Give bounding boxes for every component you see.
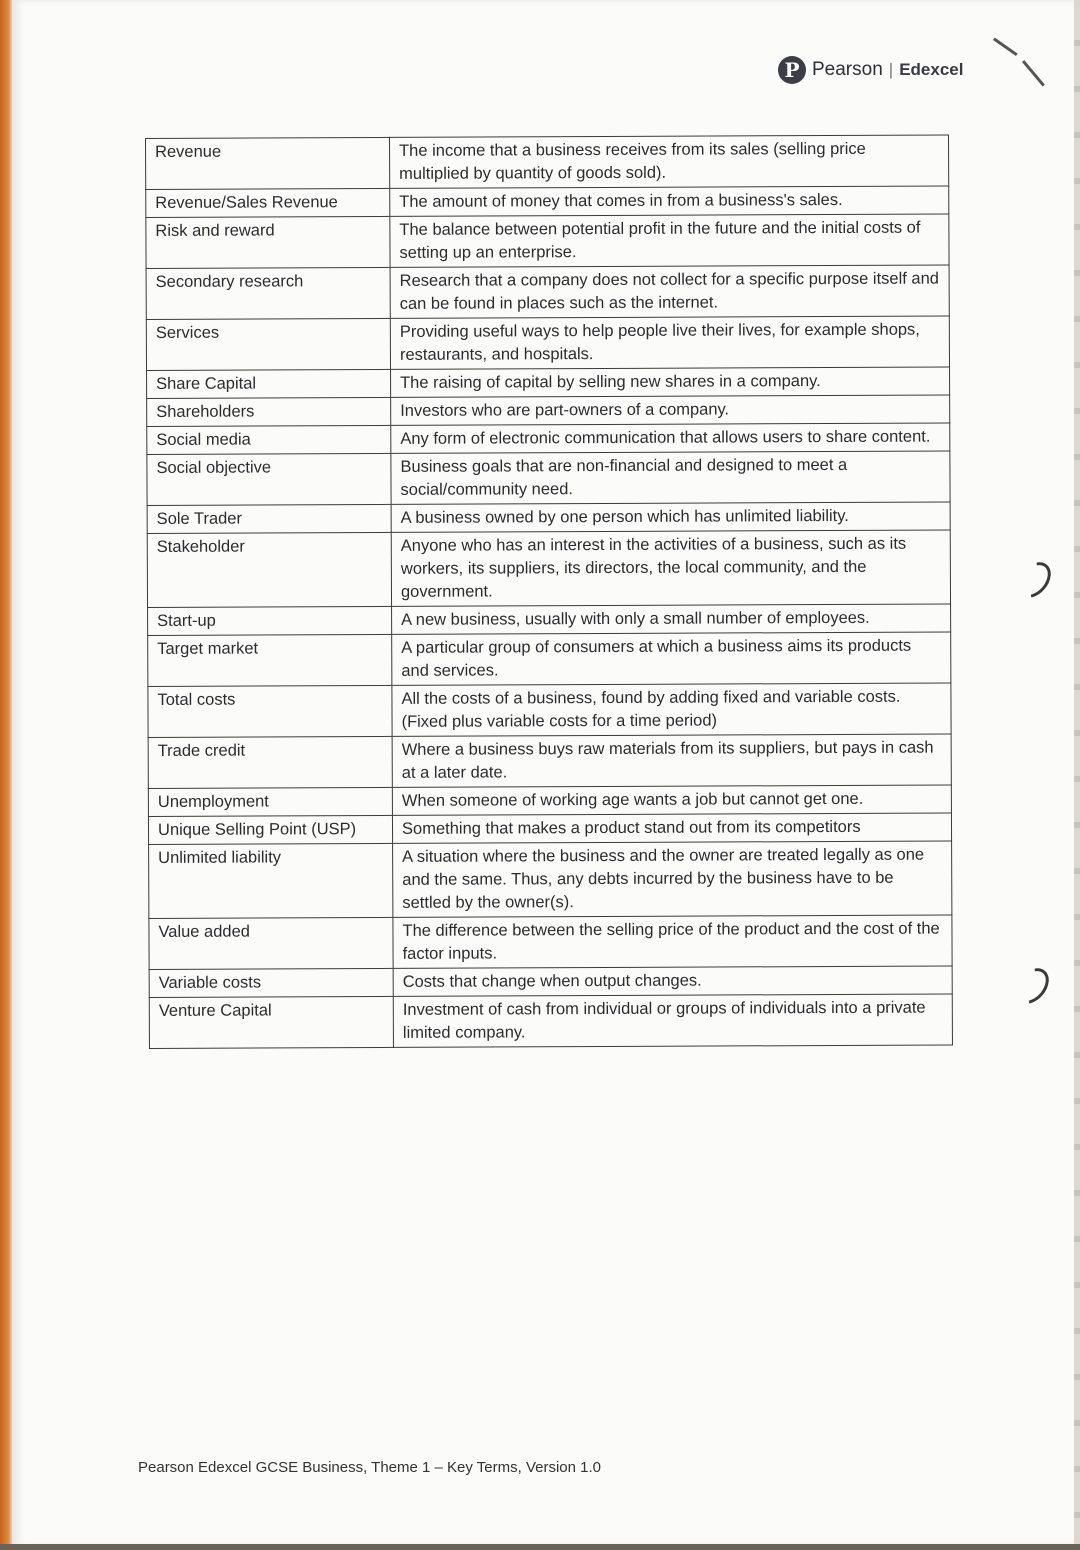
term-cell: Share Capital (147, 369, 391, 398)
pearson-logo-icon: P (778, 56, 806, 84)
term-cell: Start-up (148, 606, 392, 635)
term-cell: Social objective (147, 453, 391, 505)
definition-cell: Investment of cash from individual or groups of individuals into a private limited company. (393, 994, 952, 1047)
term-cell: Services (146, 318, 390, 370)
definition-cell: The difference between the selling price of the product and the cost of the factor inputs. (393, 915, 952, 968)
table-row (149, 915, 952, 970)
definition-cell: The balance between potential profit in the future and the initial costs of setting up an enterprise. (390, 214, 949, 267)
term-cell: Target market (148, 634, 392, 686)
term-cell: Social media (147, 425, 391, 454)
definition-cell: The amount of money that comes in from a business's sales. (390, 186, 949, 216)
table-row (147, 502, 950, 534)
term-cell: Unemployment (148, 787, 392, 816)
table-row (148, 632, 951, 687)
term-cell: Secondary research (146, 267, 390, 319)
definition-cell: The raising of capital by selling new shares in a company. (391, 367, 950, 397)
term-cell: Revenue (146, 137, 390, 189)
table-row (149, 966, 952, 998)
table-row (147, 395, 950, 427)
definition-cell: Any form of electronic communication that allows users to share content. (391, 423, 950, 453)
table-row (146, 186, 949, 218)
brand-sub-name: Edexcel (899, 60, 964, 79)
pearson-edexcel-logo (778, 56, 963, 84)
definition-cell: A particular group of consumers at which a business aims its products and services. (392, 632, 951, 685)
definition-cell: Where a business buys raw materials from its suppliers, but pays in cash at a later date. (392, 734, 951, 787)
term-cell: Value added (149, 917, 393, 969)
definition-cell: A business owned by one person which has unlimited liability. (391, 502, 950, 532)
table-row (147, 451, 950, 506)
definition-cell: Something that makes a product stand out from its competitors (392, 813, 951, 843)
definition-cell: Costs that change when output changes. (393, 966, 952, 996)
definition-cell: All the costs of a business, found by adding fixed and variable costs. (Fixed plus variable costs for a time period) (392, 683, 951, 736)
term-cell: Unlimited liability (149, 843, 393, 918)
term-cell: Stakeholder (147, 532, 391, 607)
table-row (148, 813, 951, 845)
term-cell: Sole Trader (147, 504, 391, 533)
key-terms-table (145, 134, 953, 1048)
definition-cell: A situation where the business and the owner are treated legally as one and the same. Thus, any debts incurred by the business have to be settled by the owner(s). (393, 841, 952, 917)
table-row (148, 683, 951, 738)
key-terms-table-body (146, 135, 953, 1048)
table-row (148, 604, 951, 636)
definition-cell: When someone of working age wants a job but cannot get one. (392, 785, 951, 815)
definition-cell: The income that a business receives from its sales (selling price multiplied by quantity of goods sold). (389, 135, 948, 188)
table-row (146, 135, 949, 190)
table-row (147, 423, 950, 455)
brand-name: Pearson (812, 59, 883, 80)
page-bottom-edge (0, 1544, 1080, 1550)
definition-cell: A new business, usually with only a small number of employees. (392, 604, 951, 634)
definition-cell: Investors who are part-owners of a company. (391, 395, 950, 425)
table-row (147, 367, 950, 399)
table-row (146, 214, 949, 269)
table-row (149, 994, 952, 1049)
definition-cell: Business goals that are non-financial and designed to meet a social/community need. (391, 451, 950, 504)
page-right-edge (1074, 0, 1080, 1550)
table-row (148, 734, 951, 789)
term-cell: Trade credit (148, 736, 392, 788)
definition-cell: Providing useful ways to help people live their lives, for example shops, restaurants, and hospitals. (390, 316, 949, 369)
term-cell: Risk and reward (146, 216, 390, 268)
page-footer: Pearson Edexcel GCSE Business, Theme 1 – Key Terms, Version 1.0 (138, 1459, 602, 1476)
table-row (147, 530, 950, 608)
brand-separator: | (888, 60, 894, 79)
table-row (149, 841, 952, 919)
term-cell: Revenue/Sales Revenue (146, 188, 390, 217)
definition-cell: Anyone who has an interest in the activities of a business, such as its workers, its suppliers, its directors, the local community, and the government. (391, 530, 950, 606)
table-row (146, 265, 949, 320)
term-cell: Venture Capital (149, 996, 393, 1048)
term-cell: Unique Selling Point (USP) (148, 815, 392, 844)
definition-cell: Research that a company does not collect for a specific purpose itself and can be found in places such as the internet. (390, 265, 949, 318)
term-cell: Total costs (148, 685, 392, 737)
table-row (146, 316, 949, 371)
term-cell: Variable costs (149, 968, 393, 997)
table-row (148, 785, 951, 817)
term-cell: Shareholders (147, 397, 391, 426)
